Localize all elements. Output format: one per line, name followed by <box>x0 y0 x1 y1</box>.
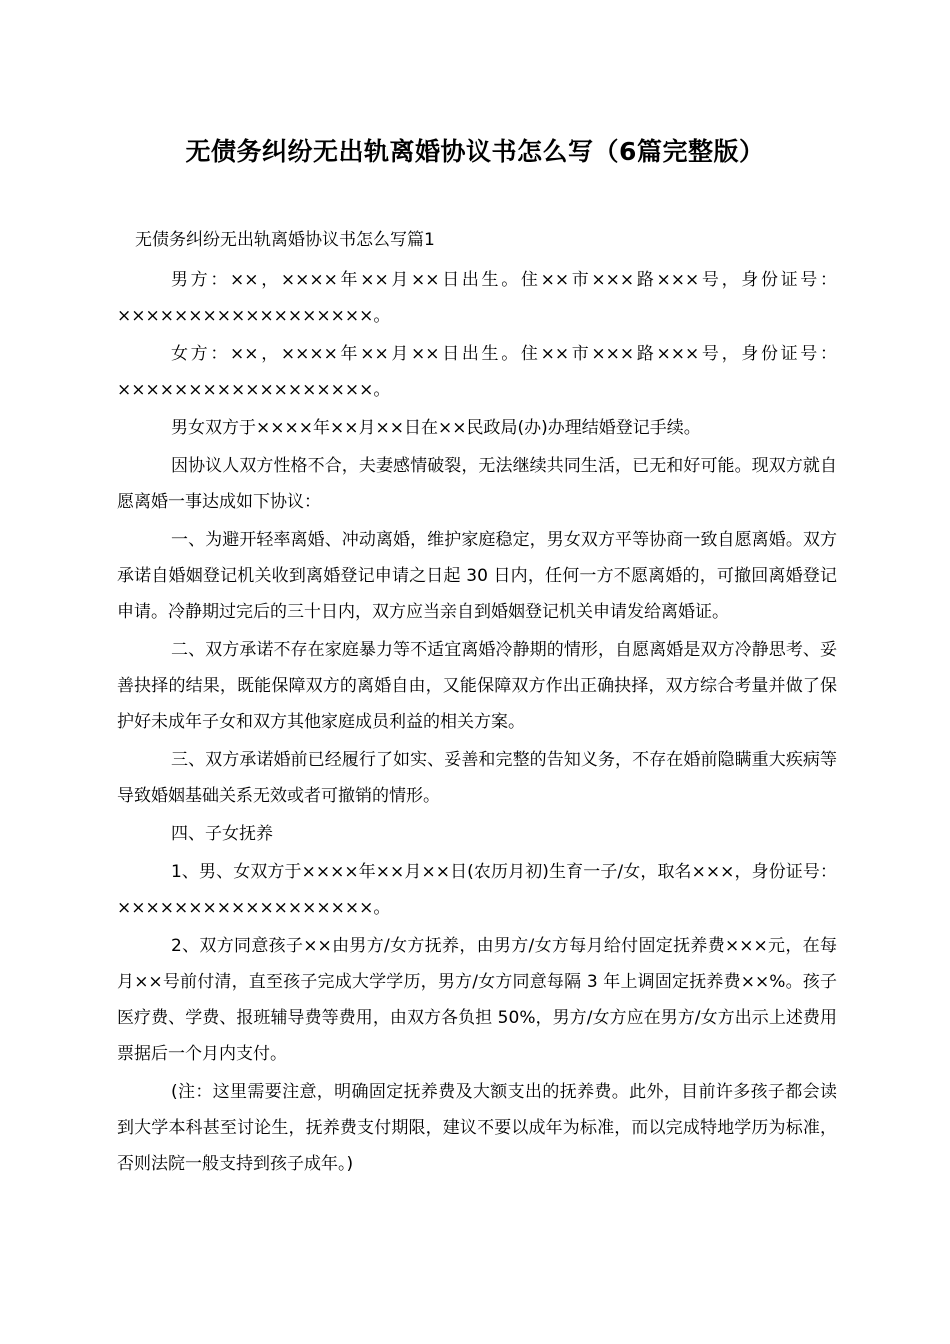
paragraph-clause-2: 二、双方承诺不存在家庭暴力等不适宜离婚冷静期的情形，自愿离婚是双方冷静思考、妥善抉择的结果，既能保障双方的离婚自由，又能保障双方作出正确抉择，双方综合考量并做了保护好未成年子女和双方其他家庭成员利益的相关方案。 <box>117 640 837 732</box>
paragraph-divorce-reason: 因协议人双方性格不合，夫妻感情破裂，无法继续共同生活，已无和好可能。现双方就自愿离婚一事达成如下协议： <box>117 456 837 512</box>
document-title: 无债务纠纷无出轨离婚协议书怎么写（6篇完整版） <box>185 137 765 166</box>
paragraph-wife-info: 女方：××，××××年××月××日出生。住××市×××路×××号，身份证号：××××××××××××××××××。 <box>117 344 837 400</box>
paragraph-clause-3: 三、双方承诺婚前已经履行了如实、妥善和完整的告知义务，不存在婚前隐瞒重大疾病等导致婚姻基础关系无效或者可撤销的情形。 <box>117 750 837 806</box>
paragraph-marriage-registration: 男女双方于××××年××月××日在××民政局(办)办理结婚登记手续。 <box>171 418 701 438</box>
paragraph-clause-4-heading: 四、子女抚养 <box>171 824 273 844</box>
paragraph-note: (注：这里需要注意，明确固定抚养费及大额支出的抚养费。此外，目前许多孩子都会读到大学本科甚至讨论生，抚养费支付期限，建议不要以成年为标准，而以完成特地学历为标准，否则法院一般支持到孩子成年。) <box>117 1082 837 1174</box>
paragraph-husband-info: 男方：××，××××年××月××日出生。住××市×××路×××号，身份证号：××××××××××××××××××。 <box>117 270 837 326</box>
paragraph-clause-1: 一、为避开轻率离婚、冲动离婚，维护家庭稳定，男女双方平等协商一致自愿离婚。双方承诺自婚姻登记机关收到离婚登记申请之日起 30 日内，任何一方不愿离婚的，可撤回离婚登记申请。冷静期过完后的三十日内，双方应当亲自到婚姻登记机关申请发给离婚证。 <box>117 530 837 622</box>
document-body <box>117 222 837 1182</box>
paragraph-child-support: 2、双方同意孩子××由男方/女方抚养，由男方/女方每月给付固定抚养费×××元，在每月××号前付清，直至孩子完成大学学历，男方/女方同意每隔 3 年上调固定抚养费××%。孩子医疗费、学费、报班辅导费等费用，由双方各负担 50%，男方/女方应在男方/女方出示上述费用票据后一个月内支付。 <box>117 936 837 1064</box>
section-title: 无债务纠纷无出轨离婚协议书怎么写篇1 <box>135 230 435 250</box>
paragraph-child-birth: 1、男、女双方于××××年××月××日(农历月初)生育一子/女，取名×××，身份证号：××××××××××××××××××。 <box>117 862 837 918</box>
